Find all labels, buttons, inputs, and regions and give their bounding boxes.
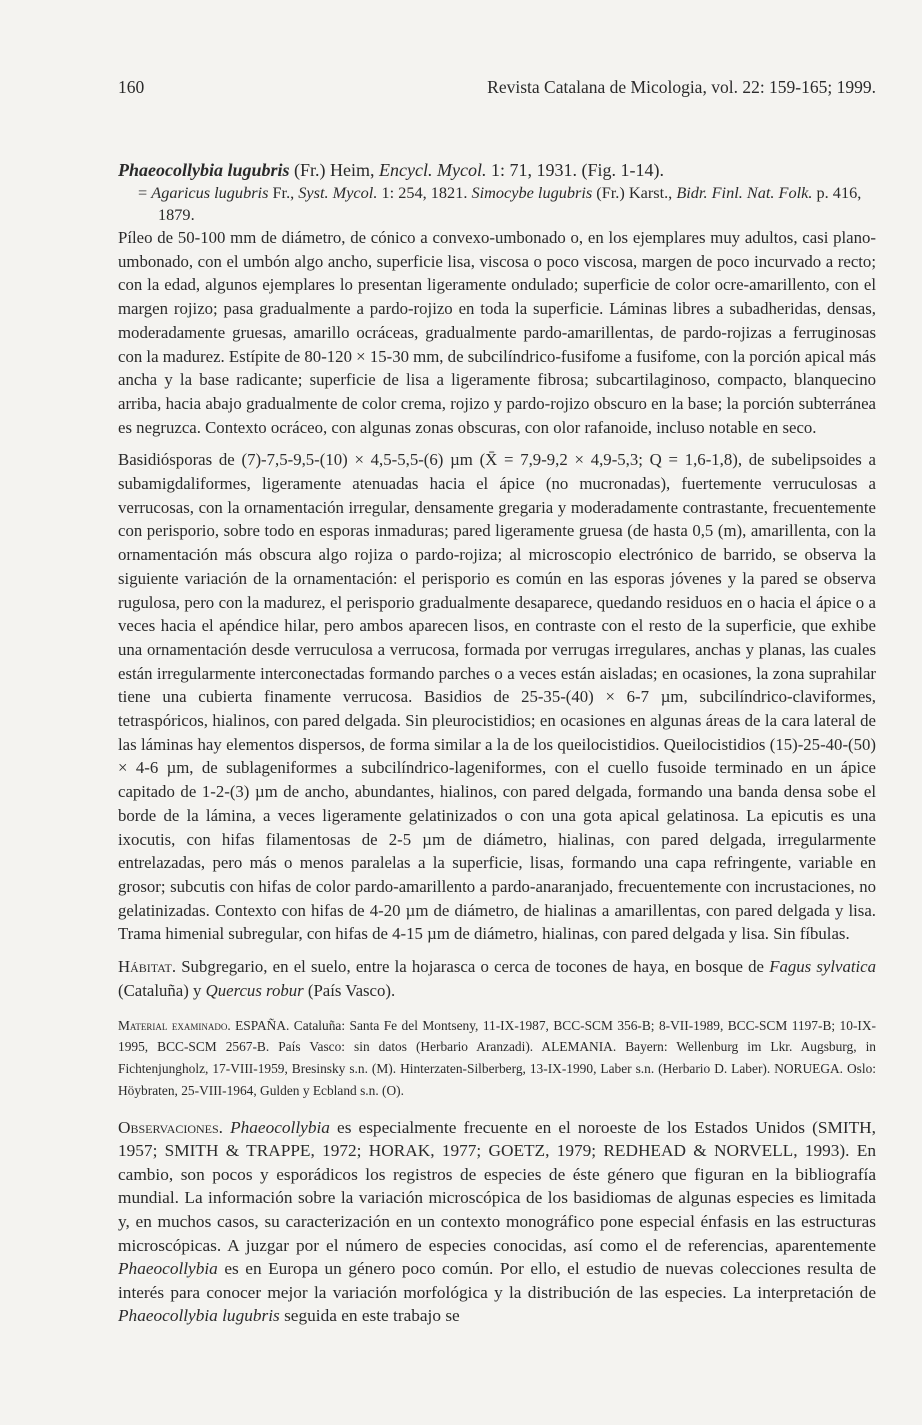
obs-genus-2: Phaeocollybia [118, 1259, 218, 1279]
habitat-label: Hábitat. [118, 957, 177, 977]
synonym-2-authority: (Fr.) Karst., [592, 183, 677, 202]
micro-text-1: Basidiósporas de (7)-7,5-9,5-(10) × 4,5-5,5-(6) µm ( [118, 450, 486, 470]
journal-reference: Revista Catalana de Micologia, vol. 22: 159-165; 1999. [487, 77, 876, 97]
mean-symbol: X̄ [485, 450, 498, 470]
species-publication: Encycl. Mycol. [379, 160, 487, 180]
habitat-species-1: Fagus sylvatica [769, 957, 876, 977]
synonym-1-authority: Fr., [268, 183, 299, 202]
page-header [118, 74, 876, 100]
synonym-2-name: Simocybe lugubris [471, 183, 593, 202]
material-label: Material examinado. [118, 1017, 231, 1033]
species-authority: (Fr.) Heim, [289, 160, 380, 180]
obs-text-1: es especialmente frecuente en el noroeste de los Estados Unidos (SMITH, 1957; SMITH & TRAPPE, 1972; HORAK, 1977; GOETZ, 1979; REDHEAD & NORVELL, 1993). En cambio, son pocos y esporádicos los registros de especies de éste género que figuran en la bibliografía mundial. La información sobre la variación microscópica de los basidiomas de algunas especies es limitada y, en muchos casos, su caracterización en un contexto monográfico pone especial énfasis en las estructuras microscópicas. A juzgar por el número de especies conocidas, así como el de referencias, aparentemente [118, 1117, 876, 1255]
obs-genus-1: Phaeocollybia [230, 1117, 330, 1137]
habitat-species-2: Quercus robur [205, 980, 304, 1000]
habitat-paragraph [118, 955, 876, 1002]
synonym-2-publication: Bidr. Finl. Nat. Folk. [676, 183, 813, 202]
species-heading [118, 158, 876, 182]
material-text: ESPAÑA. Cataluña: Santa Fe del Montseny, 11-IX-1987, BCC-SCM 356-B; 8-VII-1989, BCC-SCM 1197-B; 10-IX-1995, BCC-SCM 2567-B. País Vasco: sin datos (Herbario Aranzadi). ALEMANIA. Bayern: Wellenburg im Lkr. Augsburg, in Fichtenjungholz, 17-VIII-1959, Bresinsky s.n. (M). Hinterzaten-Silberberg, 13-IX-1990, Laber s.n. (Herbario D. Laber). NORUEGA. Oslo: Höybraten, 25-VIII-1964, Gulden y Ecbland s.n. (O). [118, 1017, 876, 1098]
observations-paragraph [118, 1116, 876, 1328]
species-citation: 1: 71, 1931. (Fig. 1-14). [486, 160, 664, 180]
material-examined [118, 1015, 876, 1102]
synonym-prefix: = [138, 183, 152, 202]
page-number: 160 [118, 77, 145, 97]
habitat-text-2: (Cataluña) y [118, 980, 206, 1000]
synonym-1-citation: 1: 254, 1821. [377, 183, 472, 202]
article-body [118, 158, 876, 1328]
obs-text-3: seguida en este trabajo se [279, 1306, 460, 1326]
obs-species: Phaeocollybia lugubris [118, 1306, 280, 1326]
synonym-1-publication: Syst. Mycol. [298, 183, 378, 202]
microscopic-description [118, 448, 876, 946]
micro-text-2: = 7,9-9,2 × 4,9-5,3; Q = 1,6-1,8), de subelipsoides a subamigdaliformes, ligeramente atenuadas hacia el ápice (no mucronadas), fuertemente verruculosas a verrucosas, con la ornamentación irregular, densamente gregaria y moderadamente contrastante, frecuentemente con perisporio, sobre todo en esporas inmaduras; pared ligeramente gruesa (de hasta 0,5 (m), amarillenta, con la ornamentación más obscura algo rojiza o pardo-rojiza; al microscopio electrónico de barrido, se observa la siguiente variación de la ornamentación: el perisporio es común en las esporas jóvenes y la pared se observa rugulosa, pero con la madurez, el perisporio gradualmente desaparece, quedando residuos en o hacia el ápice o a veces hacia el apéndice hilar, pero ambos aparecen lisos, en contraste con el resto de la superficie, que exhibe una ornamentación desde verruculosa a verrucosa, formada por verrugas irregulares, anchas y planas, las cuales están irregularmente interconectadas formando parches o a veces están aisladas; en ocasiones, la zona suprahilar tiene una cubierta finamente verrucosa. Basidios de 25-35-(40) × 6-7 µm, subcilíndrico-claviformes, tetraspóricos, hialinos, con pared delgada. Sin pleurocistidios; en ocasiones en algunas áreas de la cara lateral de las láminas hay elementos dispersos, de forma similar a la de los queilocistidios. Queilocistidios (15)-25-40-(50) × 4-6 µm, de sublageniformes a subcilíndrico-lageniformes, con el cuello fusoide terminado en un ápice capitado de 1-2-(3) µm de ancho, abundantes, hialinos, con pared delgada, formando una banda densa sobe el borde de la lámina, a veces ligeramente gelatinizados o con una gota apical gelatinosa. La epicutis es una ixocutis, con hifas filamentosas de 2-5 µm de diámetro, hialinas, con pared delgada, irregularmente entrelazadas, pero más o menos paralelas a la superficie, lisas, formando una capa refringente, variable en grosor; subcutis con hifas de color pardo-amarillento a pardo-anaranjado, frecuentemente con incrustaciones, no gelatinizadas. Contexto con hifas de 4-20 µm de diámetro, de hialinas a amarillentas, con pared delgada y lisa. Trama himenial subregular, con hifas de 4-15 µm de diámetro, hialinas, con pared delgada y lisa. Sin fíbulas. [118, 450, 876, 944]
synonyms [118, 182, 876, 226]
species-name: Phaeocollybia lugubris [118, 160, 290, 180]
habitat-text-3: (País Vasco). [303, 980, 396, 1000]
synonym-1-name: Agaricus lugubris [151, 183, 269, 202]
obs-text-2: es en Europa un género poco común. Por ello, el estudio de nuevas colecciones resulta de interés para conocer mejor la variación morfológica y la distribución de las especies. La interpretación de [118, 1259, 876, 1302]
synonym-2-citation: p. 416, 1879. [158, 183, 862, 224]
macroscopic-description: Píleo de 50-100 mm de diámetro, de cónico a convexo-umbonado o, en los ejemplares muy adultos, casi plano-umbonado, con el umbón algo ancho, superficie lisa, viscosa o poco viscosa, margen de poco incurvado a recto; con la edad, algunos ejemplares lo presentan ligeramente ondulado; superficie de color ocre-amarillento, con el margen rojizo; pasa gradualmente a pardo-rojizo en toda la superficie. Láminas libres a subadheridas, densas, moderadamente gruesas, amarillo ocráceas, gradualmente pardo-amarillentas, de pardo-rojizas a ferruginosas con la madurez. Estípite de 80-120 × 15-30 mm, de subcilíndrico-fusifome a fusifome, con la porción apical más ancha y la base radicante; superficie de lisa a ligeramente fibrosa; subcartilaginoso, compacto, blanquecino arriba, hacia abajo gradualmente de color crema, rojizo y pardo-rojizo obscuro en la base; la porción subterránea es negruzca. Contexto ocráceo, con algunas zonas obscuras, con olor rafanoide, incluso notable en seco. [118, 228, 876, 437]
observations-label: Observaciones. [118, 1117, 223, 1137]
habitat-text-1: Subgregario, en el suelo, entre la hojarasca o cerca de tocones de haya, en bosque de [176, 957, 770, 977]
